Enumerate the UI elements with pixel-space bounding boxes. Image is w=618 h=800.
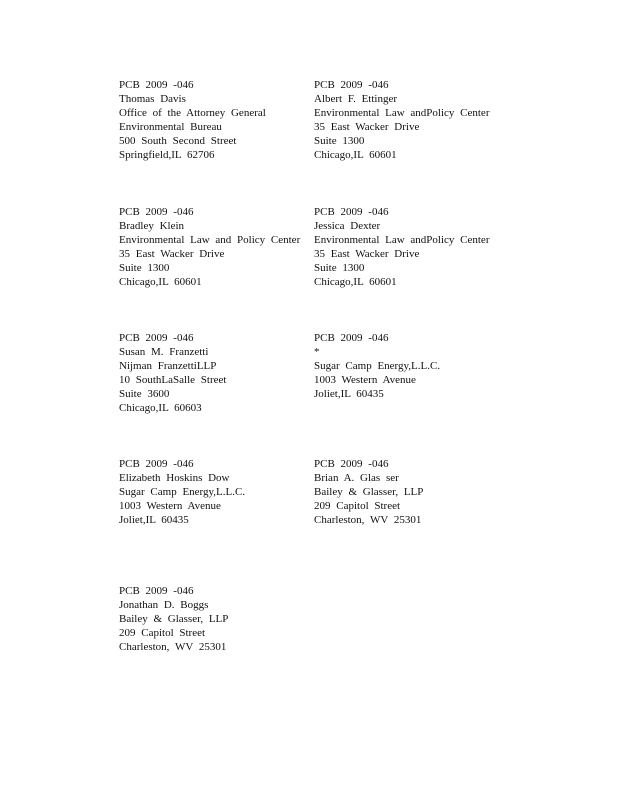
- address-line: Suite 1300: [119, 262, 170, 274]
- address-line: [314, 401, 504, 415]
- recipient-name: Bradley Klein: [119, 220, 185, 232]
- address-label: [314, 205, 504, 289]
- address-line: Suite 1300: [314, 262, 365, 274]
- case-number: PCB 2009 -046: [119, 206, 194, 218]
- address-line: 35 East Wacker Drive: [314, 121, 420, 133]
- city-state-zip: Springfield,IL 62706: [119, 149, 215, 161]
- address-label: [119, 78, 309, 162]
- organization: Environmental Law andPolicy Center: [314, 234, 490, 246]
- recipient-name: *: [314, 346, 320, 358]
- case-number: PCB 2009 -046: [119, 332, 194, 344]
- city-state-zip: Chicago,IL 60601: [314, 276, 397, 288]
- organization: Bailey & Glasser, LLP: [314, 486, 424, 498]
- address-label: [119, 457, 309, 541]
- organization: Environmental Law and Policy Center: [119, 234, 301, 246]
- recipient-name: Albert F. Ettinger: [314, 93, 398, 105]
- address-line: 209 Capitol Street: [119, 627, 206, 639]
- recipient-name: Jessica Dexter: [314, 220, 381, 232]
- city-state-zip: Joliet,IL 60435: [314, 388, 384, 400]
- address-label: [119, 205, 309, 289]
- address-line: 10 SouthLaSalle Street: [119, 374, 227, 386]
- address-line: [119, 654, 309, 668]
- address-line: 35 East Wacker Drive: [119, 248, 225, 260]
- address-line: Environmental Bureau: [119, 121, 222, 133]
- city-state-zip: Charleston, WV 25301: [314, 514, 422, 526]
- case-number: PCB 2009 -046: [314, 458, 389, 470]
- address-line: 35 East Wacker Drive: [314, 248, 420, 260]
- address-line: Suite 1300: [314, 135, 365, 147]
- case-number: PCB 2009 -046: [314, 206, 389, 218]
- organization: Sugar Camp Energy,L.L.C.: [314, 360, 441, 372]
- address-label: [119, 584, 309, 668]
- address-label: [314, 457, 504, 541]
- organization: Sugar Camp Energy,L.L.C.: [119, 486, 246, 498]
- address-line: [119, 527, 309, 541]
- address-label: [314, 78, 504, 162]
- address-line: 500 South Second Street: [119, 135, 237, 147]
- recipient-name: Elizabeth Hoskins Dow: [119, 472, 230, 484]
- case-number: PCB 2009 -046: [119, 585, 194, 597]
- city-state-zip: Joliet,IL 60435: [119, 514, 189, 526]
- case-number: PCB 2009 -046: [314, 332, 389, 344]
- address-line: 1003 Western Avenue: [119, 500, 221, 512]
- address-line: Suite 3600: [119, 388, 170, 400]
- address-line: [314, 527, 504, 541]
- case-number: PCB 2009 -046: [119, 79, 194, 91]
- address-line: 1003 Western Avenue: [314, 374, 416, 386]
- case-number: PCB 2009 -046: [119, 458, 194, 470]
- recipient-name: Jonathan D. Boggs: [119, 599, 209, 611]
- organization: Environmental Law andPolicy Center: [314, 107, 490, 119]
- case-number: PCB 2009 -046: [314, 79, 389, 91]
- city-state-zip: Chicago,IL 60601: [314, 149, 397, 161]
- address-label: [314, 331, 504, 415]
- organization: Bailey & Glasser, LLP: [119, 613, 229, 625]
- organization: Nijman FranzettiLLP: [119, 360, 217, 372]
- recipient-name: Brian A. Glas ser: [314, 472, 399, 484]
- city-state-zip: Chicago,IL 60601: [119, 276, 202, 288]
- recipient-name: Susan M. Franzetti: [119, 346, 209, 358]
- address-line: 209 Capitol Street: [314, 500, 401, 512]
- organization: Office of the Attorney General: [119, 107, 266, 119]
- city-state-zip: Charleston, WV 25301: [119, 641, 227, 653]
- city-state-zip: Chicago,IL 60603: [119, 402, 202, 414]
- recipient-name: Thomas Davis: [119, 93, 186, 105]
- address-label: [119, 331, 309, 415]
